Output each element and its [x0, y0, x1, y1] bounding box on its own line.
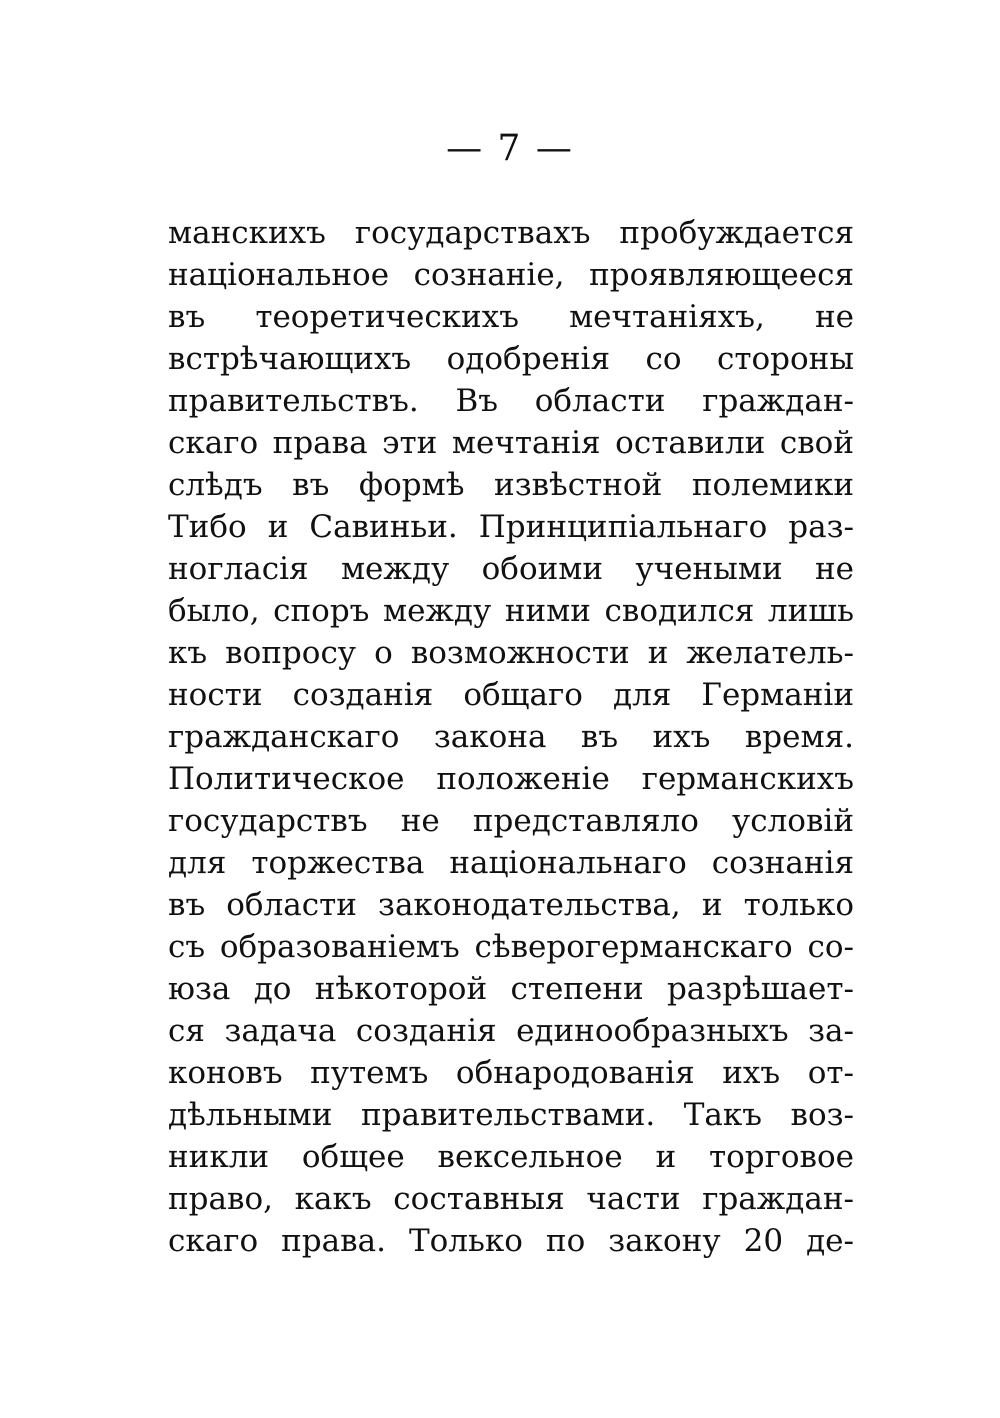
text-line: въ области законодательства, и только — [168, 887, 854, 923]
text-line: для торжества національнаго сознанія — [168, 845, 854, 881]
body-text — [168, 212, 854, 1262]
text-line: скаго права эти мечтанія оставили свой — [168, 425, 854, 461]
text-line: гражданскаго закона въ ихъ время. — [168, 719, 854, 755]
text-line: національное сознаніе, проявляющееся — [168, 257, 854, 293]
text-line: манскихъ государствахъ пробуждается — [168, 215, 854, 251]
text-line: ности созданія общаго для Германіи — [168, 677, 854, 713]
text-line: встрѣчающихъ одобренія со стороны — [168, 341, 854, 377]
text-line: ся задача созданія единообразныхъ за- — [168, 1013, 854, 1049]
text-line: къ вопросу о возможности и желатель- — [168, 635, 854, 671]
text-line: право, какъ составныя части граждан- — [168, 1181, 854, 1217]
text-line: ногласія между обоими учеными не — [168, 551, 854, 587]
text-line: Тибо и Савиньи. Принципіальнаго раз- — [168, 509, 854, 545]
text-line: Политическое положеніе германскихъ — [168, 761, 854, 797]
text-line: скаго права. Только по закону 20 де- — [168, 1223, 854, 1259]
text-line: никли общее вексельное и торговое — [168, 1139, 854, 1175]
text-line: слѣдъ въ формѣ извѣстной полемики — [168, 467, 854, 503]
text-line: коновъ путемъ обнародованія ихъ от- — [168, 1055, 854, 1091]
text-line: было, споръ между ними сводился лишь — [168, 593, 854, 629]
text-line: въ теоретическихъ мечтаніяхъ, не — [168, 299, 854, 335]
text-line: дѣльными правительствами. Такъ воз- — [168, 1097, 854, 1133]
text-line: государствъ не представляло условій — [168, 803, 854, 839]
text-line: правительствъ. Въ области граждан- — [168, 383, 854, 419]
text-line: съ образованіемъ сѣверогерманскаго со- — [168, 929, 854, 965]
page-number: — 7 — — [446, 128, 574, 169]
text-line: юза до нѣкоторой степени разрѣшает- — [168, 971, 854, 1007]
